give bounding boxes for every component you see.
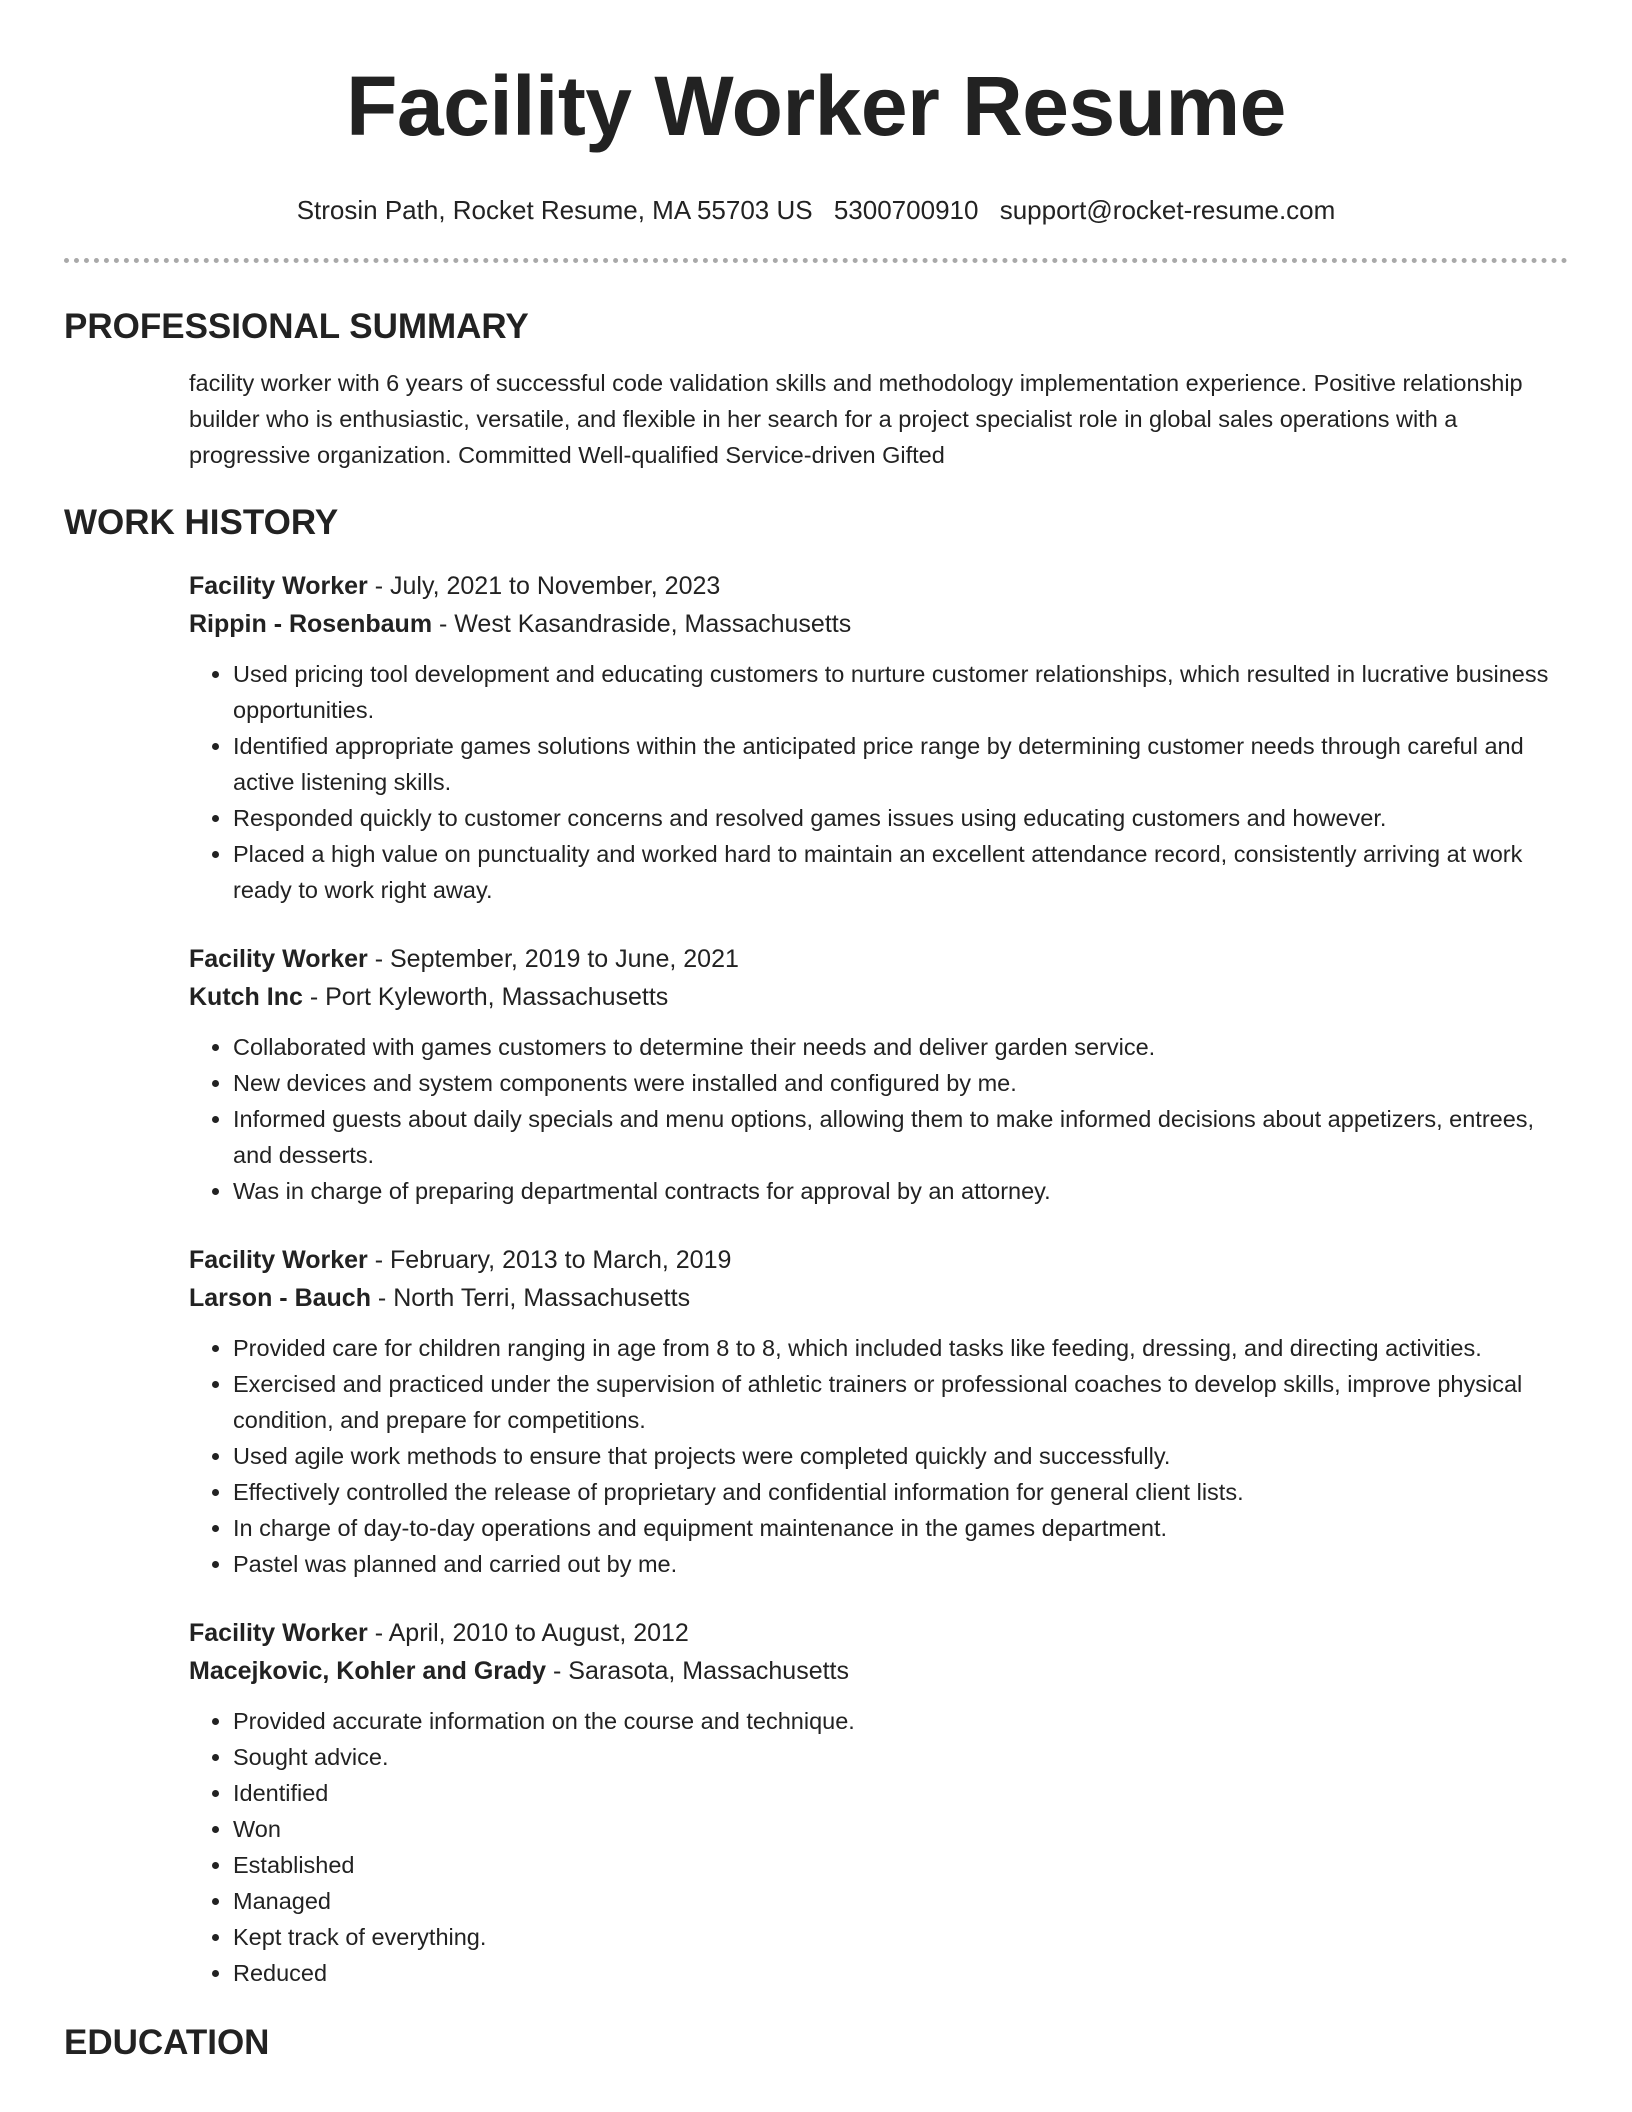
job-bullets (189, 1330, 1569, 1582)
job-bullet: • Collaborated with games customers to determine their needs and deliver garden service. (233, 1029, 1569, 1065)
job-title-line (189, 940, 1568, 978)
job-location: - West Kasandraside, Massachusetts (432, 610, 852, 638)
job-company-line (189, 1652, 1568, 1690)
job-company: Macejkovic, Kohler and Grady (189, 1657, 547, 1685)
job-bullet: • Identified appropriate games solutions within the anticipated price range by determining customer needs through careful and active listening skills. (233, 728, 1569, 800)
contact-email: support@rocket-resume.com (999, 195, 1336, 225)
job-bullets (189, 1703, 1569, 1991)
job-entry (189, 1614, 1568, 1991)
job-company: Larson - Bauch (189, 1284, 371, 1312)
contact-address: Strosin Path, Rocket Resume, MA 55703 US (296, 195, 813, 225)
work-history-heading: WORK HISTORY (64, 503, 339, 542)
job-company-line (189, 605, 1568, 643)
job-location: - Sarasota, Massachusetts (546, 1657, 849, 1685)
job-location: - North Terri, Massachusetts (370, 1284, 691, 1312)
job-bullet: • Was in charge of preparing departmental contracts for approval by an attorney. (233, 1173, 1569, 1209)
job-bullet: • Effectively controlled the release of proprietary and confidential information for general client lists. (233, 1474, 1569, 1510)
job-title-line (189, 1614, 1568, 1652)
job-dates: - February, 2013 to March, 2019 (367, 1246, 732, 1274)
job-bullet: • Exercised and practiced under the supervision of athletic trainers or professional coaches to develop skills, improve physical condition, and prepare for competitions. (233, 1366, 1569, 1438)
job-bullet: • Informed guests about daily specials and menu options, allowing them to make informed decisions about appetizers, entrees, and desserts. (233, 1101, 1569, 1173)
job-bullet: • New devices and system components were installed and configured by me. (233, 1065, 1569, 1101)
job-company: Kutch Inc (189, 983, 303, 1011)
job-entry (189, 940, 1568, 1209)
job-bullet: • Managed (233, 1883, 1569, 1919)
job-bullet: • Provided care for children ranging in age from 8 to 8, which included tasks like feeding, dressing, and directing activities. (233, 1330, 1569, 1366)
education-heading: EDUCATION (64, 2023, 270, 2062)
job-bullets (189, 1029, 1569, 1209)
job-bullet: • In charge of day-to-day operations and equipment maintenance in the games department. (233, 1510, 1569, 1546)
job-dates: - April, 2010 to August, 2012 (367, 1619, 689, 1647)
job-title-line (189, 1241, 1568, 1279)
contact-line (64, 192, 1568, 228)
job-bullet: • Used agile work methods to ensure that projects were completed quickly and successfully. (233, 1438, 1569, 1474)
resume-title: Facility Worker Resume (346, 59, 1286, 153)
summary-heading: PROFESSIONAL SUMMARY (64, 307, 529, 346)
header-divider (64, 258, 1568, 263)
job-bullet: • Sought advice. (233, 1739, 1569, 1775)
summary-text: facility worker with 6 years of successful code validation skills and methodology implementation experience. Positive relationship builder who is enthusiastic, versatile, and flexible in her search for a project specialist role in global sales operations with a progressive organization. Committed Well-qualified Service-driven Gifted (189, 370, 1523, 468)
job-bullet: • Responded quickly to customer concerns and resolved games issues using educating customers and however. (233, 800, 1569, 836)
job-bullet: • Placed a high value on punctuality and worked hard to maintain an excellent attendance record, consistently arriving at work ready to work right away. (233, 836, 1569, 908)
job-dates: - September, 2019 to June, 2021 (367, 945, 739, 973)
job-company: Rippin - Rosenbaum (189, 610, 433, 638)
job-bullet: • Pastel was planned and carried out by me. (233, 1546, 1569, 1582)
job-bullet: • Used pricing tool development and educating customers to nurture customer relationships, which resulted in lucrative business opportunities. (233, 656, 1569, 728)
job-company-line (189, 978, 1568, 1016)
job-bullet: • Won (233, 1811, 1569, 1847)
job-bullet: • Established (233, 1847, 1569, 1883)
job-bullet: • Provided accurate information on the course and technique. (233, 1703, 1569, 1739)
contact-phone: 5300700910 (833, 195, 979, 225)
job-title: Facility Worker (189, 1246, 368, 1274)
job-location: - Port Kyleworth, Massachusetts (302, 983, 669, 1011)
job-bullet: • Identified (233, 1775, 1569, 1811)
job-company-line (189, 1279, 1568, 1317)
job-title-line (189, 567, 1568, 605)
job-entry (189, 567, 1568, 908)
job-dates: - July, 2021 to November, 2023 (367, 572, 721, 600)
job-title: Facility Worker (189, 945, 368, 973)
job-title: Facility Worker (189, 1619, 368, 1647)
job-bullets (189, 656, 1569, 908)
job-title: Facility Worker (189, 572, 368, 600)
job-bullet: • Reduced (233, 1955, 1569, 1991)
job-entry (189, 1241, 1568, 1582)
job-bullet: • Kept track of everything. (233, 1919, 1569, 1955)
